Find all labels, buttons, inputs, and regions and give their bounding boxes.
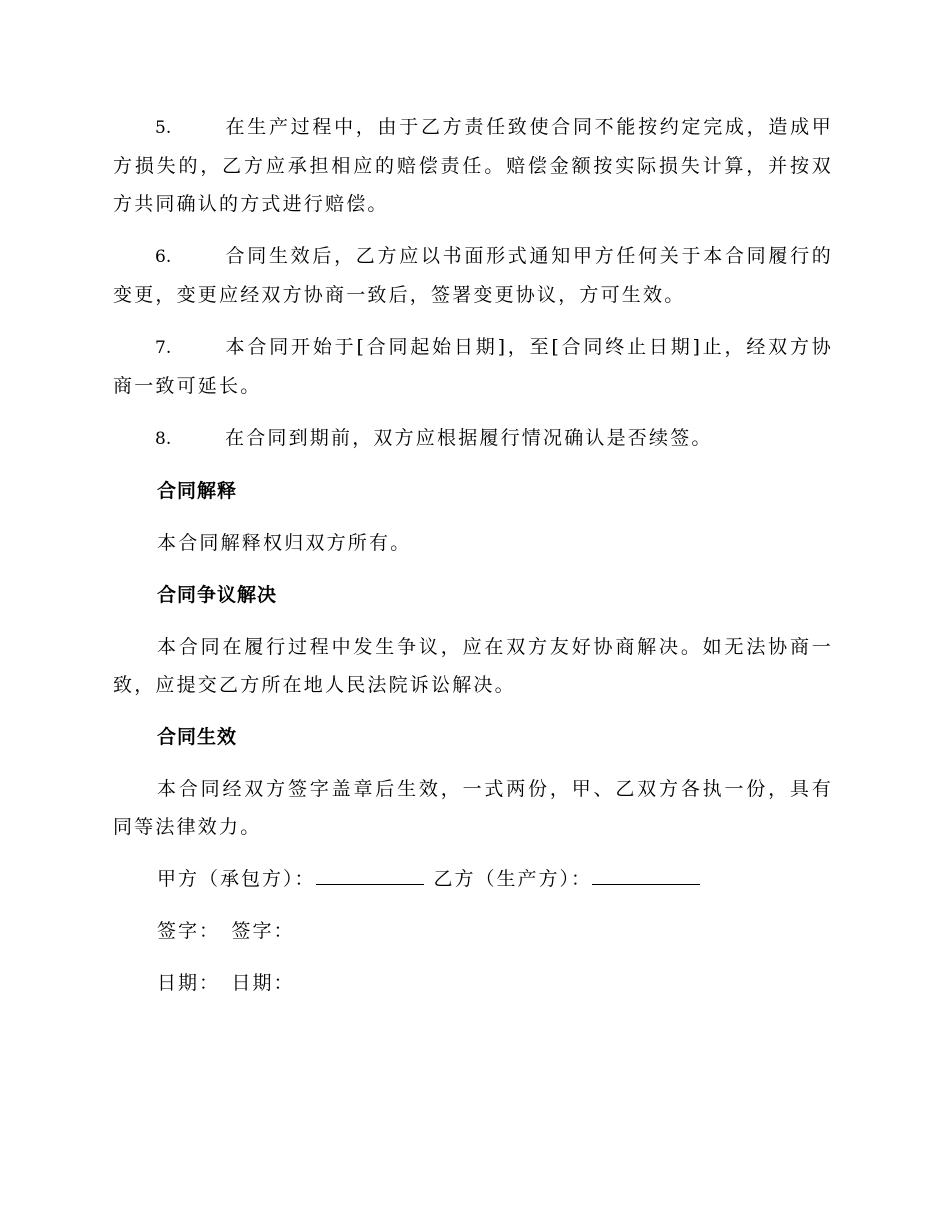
party-signature-row [113, 860, 833, 898]
clause-number: 6. [155, 247, 172, 267]
clause-text: 在生产过程中，由于乙方责任致使合同不能按约定完成，造成甲方损失的，乙方应承担相应的赔偿责任。赔偿金额按实际损失计算，并按双方共同确认的方式进行赔偿。 [113, 116, 833, 215]
signature-row: 签字： 签字： [157, 920, 295, 942]
clause-number: 8. [155, 429, 172, 449]
clause-number: 5. [155, 118, 172, 138]
clause-7 [113, 328, 833, 405]
party-b-blank[interactable] [592, 860, 700, 885]
clause-number: 7. [155, 338, 172, 358]
party-a-blank[interactable] [316, 860, 424, 885]
clause-8 [113, 419, 833, 458]
date-row: 日期： 日期： [157, 972, 295, 994]
clause-6 [113, 237, 833, 314]
clause-text: 本合同开始于[合同起始日期]，至[合同终止日期]止，经双方协商一致可延长。 [113, 336, 833, 397]
clause-text: 在合同到期前，双方应根据履行情况确认是否续签。 [225, 427, 713, 449]
party-b-label: 乙方（生产方）： [433, 868, 593, 890]
party-a-label: 甲方（承包方）： [157, 868, 316, 890]
document-body [113, 108, 833, 1016]
section-body-interpretation: 本合同解释权归双方所有。 [157, 532, 412, 554]
section-heading-interpretation: 合同解释 [157, 480, 238, 502]
section-body-effective: 本合同经双方签字盖章后生效，一式两份，甲、乙双方各执一份，具有同等法律效力。 [113, 778, 833, 838]
clause-text: 合同生效后，乙方应以书面形式通知甲方任何关于本合同履行的变更，变更应经双方协商一致后，签署变更协议，方可生效。 [113, 245, 833, 306]
section-body-dispute: 本合同在履行过程中发生争议，应在双方友好协商解决。如无法协商一致，应提交乙方所在地人民法院诉讼解决。 [113, 636, 833, 696]
section-heading-dispute: 合同争议解决 [157, 584, 278, 606]
section-heading-effective: 合同生效 [157, 726, 238, 748]
clause-5 [113, 108, 833, 223]
